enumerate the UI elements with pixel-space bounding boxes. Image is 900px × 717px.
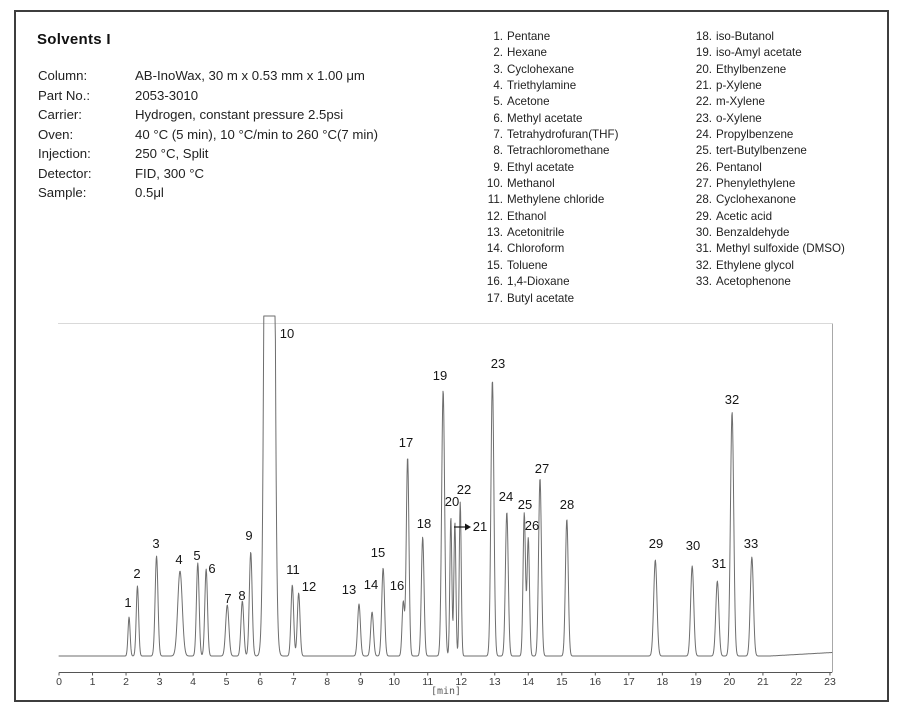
peak-label-9: 9 (245, 528, 253, 543)
peak-label-17: 17 (398, 435, 414, 450)
peak-name: Toluene (507, 258, 548, 272)
peak-label-24: 24 (498, 489, 514, 504)
peak-number: 26. (695, 160, 712, 174)
x-tick-label: 8 (324, 676, 331, 688)
condition-label: Oven: (38, 126, 74, 142)
x-tick-label: 3 (156, 676, 163, 688)
peak-name: Ethanol (507, 209, 547, 223)
peak-number: 6. (493, 111, 503, 125)
peak-label-4: 4 (175, 552, 183, 567)
peak-name: iso-Amyl acetate (716, 46, 802, 60)
peak-number: 13. (486, 226, 503, 240)
peak-number: 32. (695, 258, 712, 272)
x-tick-label: 1 (89, 676, 96, 688)
peak-name: Methanol (507, 177, 555, 191)
x-tick-label: 13 (488, 676, 501, 688)
peak-label-21: 21 (472, 519, 488, 534)
peak-number: 33. (695, 275, 712, 289)
condition-value: 250 °C, Split (135, 146, 209, 161)
peak-name: Acetone (507, 95, 550, 109)
peak-name: Chloroform (507, 242, 565, 256)
peak-name: Ethylene glycol (716, 258, 794, 272)
peak-number: 14. (486, 242, 503, 256)
peak-number: 9. (493, 160, 503, 174)
peak-name: Triethylamine (507, 79, 577, 93)
x-tick-label: 17 (622, 676, 635, 688)
peak-number: 12. (486, 209, 503, 223)
peak-number: 10. (486, 177, 503, 191)
peak-name: Pentane (507, 30, 551, 43)
x-tick-label: 9 (357, 676, 364, 688)
peak-label-26: 26 (524, 518, 540, 533)
page-title: Solvents I (37, 31, 111, 48)
peak-name: Butyl acetate (507, 291, 575, 305)
peak-name: Benzaldehyde (716, 226, 790, 240)
peak-number: 30. (695, 226, 712, 240)
peak-name: Phenylethylene (716, 177, 796, 191)
peak-name: tert-Butylbenzene (716, 144, 807, 158)
peak-label-5: 5 (193, 548, 201, 563)
peak-label-6: 6 (208, 561, 216, 576)
peak-label-23: 23 (490, 356, 506, 371)
peak-name: Tetrahydrofuran(THF) (507, 128, 619, 142)
peak-label-12: 12 (301, 579, 317, 594)
chromatogram-trace (59, 316, 832, 656)
x-tick-label: 2 (123, 676, 129, 688)
peak-number: 19. (695, 46, 712, 60)
peak-label-19: 19 (432, 368, 448, 383)
peak-number: 31. (695, 242, 712, 256)
peak-number: 7. (493, 128, 503, 142)
x-tick-label: 21 (757, 676, 769, 688)
x-tick-label: 6 (257, 676, 264, 688)
peak-name: 1,4-Dioxane (507, 275, 570, 289)
peak-name: Acetophenone (716, 275, 791, 289)
peak-label-1: 1 (124, 595, 132, 610)
peak-number: 15. (486, 258, 503, 272)
x-tick-label: 22 (790, 676, 803, 688)
peak-label-28: 28 (559, 497, 575, 512)
peak-label-30: 30 (685, 538, 701, 553)
peak-label-2: 2 (133, 566, 141, 581)
peak-name: p-Xylene (716, 79, 762, 93)
peak-label-11: 11 (286, 562, 300, 577)
x-tick-label: 11 (422, 676, 434, 688)
peak-label-8: 8 (238, 588, 246, 603)
peak-number: 28. (695, 193, 712, 207)
peak-21-arrowhead (465, 524, 471, 531)
x-tick-label: 19 (690, 676, 702, 688)
peak-name: Ethylbenzene (716, 62, 787, 76)
x-tick-label: 12 (455, 676, 468, 688)
peak-number: 21. (695, 79, 712, 93)
peak-name: Methylene chloride (507, 193, 605, 207)
peak-name: Tetrachloromethane (507, 144, 610, 158)
peak-number: 25. (695, 144, 712, 158)
peak-label-18: 18 (416, 516, 432, 531)
peak-label-20: 20 (444, 494, 460, 509)
peak-label-10: 10 (279, 326, 295, 341)
peak-number: 24. (695, 128, 712, 142)
condition-value: 40 °C (5 min), 10 °C/min to 260 °C(7 min) (135, 126, 379, 142)
peak-name: Methyl acetate (507, 111, 583, 125)
x-tick-label: 10 (388, 676, 401, 688)
peak-number: 16. (486, 275, 503, 289)
condition-label: Injection: (38, 146, 91, 161)
peak-name: Hexane (507, 46, 547, 60)
peak-name: m-Xylene (716, 95, 765, 109)
peak-number: 18. (695, 30, 712, 43)
x-tick-label: 0 (56, 676, 62, 688)
peak-name: Acetic acid (716, 209, 773, 223)
peak-number: 27. (695, 177, 712, 191)
x-tick-label: 15 (555, 676, 568, 688)
peak-name: Pentanol (716, 160, 762, 174)
condition-label: Detector: (38, 165, 92, 181)
peak-label-13: 13 (341, 582, 357, 597)
peak-label-7: 7 (224, 591, 232, 606)
x-tick-label: 23 (824, 676, 836, 688)
peak-number: 11. (487, 193, 503, 207)
peak-label-15: 15 (370, 545, 386, 560)
peak-number: 1. (493, 30, 503, 43)
peak-number: 5. (493, 95, 503, 109)
peak-number: 8. (493, 144, 503, 158)
peak-number: 4. (493, 79, 503, 93)
condition-value: Hydrogen, constant pressure 2.5psi (135, 107, 344, 122)
peak-label-32: 32 (724, 392, 740, 407)
peak-number: 23. (695, 111, 712, 125)
peak-label-25: 25 (517, 497, 533, 512)
peak-label-14: 14 (363, 577, 379, 592)
peak-label-29: 29 (648, 536, 664, 551)
condition-label: Column: (38, 68, 88, 83)
peak-name: o-Xylene (716, 111, 762, 125)
condition-value: AB-InoWax, 30 m x 0.53 mm x 1.00 μm (135, 68, 365, 83)
peak-label-22: 22 (456, 482, 472, 497)
condition-label: Part No.: (38, 87, 91, 103)
x-tick-label: 20 (723, 676, 736, 688)
peak-number: 29. (695, 209, 712, 223)
peak-number: 20. (695, 62, 712, 76)
condition-value: 2053-3010 (135, 87, 199, 103)
peak-name: Ethyl acetate (507, 160, 575, 174)
peak-label-27: 27 (534, 461, 550, 476)
x-tick-label: 7 (290, 676, 297, 688)
peak-label-33: 33 (743, 536, 759, 551)
peak-label-16: 16 (389, 578, 405, 593)
peak-name: Acetonitrile (507, 226, 565, 240)
x-tick-label: 4 (190, 676, 196, 688)
condition-label: Carrier: (38, 107, 82, 122)
condition-value: 0.5μl (135, 185, 164, 200)
x-tick-label: 14 (522, 676, 535, 688)
x-axis-unit-label: [min] (430, 686, 462, 697)
condition-value: FID, 300 °C (135, 165, 205, 181)
peak-name: Methyl sulfoxide (DMSO) (716, 242, 845, 256)
peak-name: iso-Butanol (716, 30, 775, 43)
peak-name: Propylbenzene (716, 128, 794, 142)
x-tick-label: 16 (589, 676, 602, 688)
condition-label: Sample: (38, 185, 87, 200)
peak-label-3: 3 (152, 536, 160, 551)
x-tick-label: 18 (656, 676, 669, 688)
peak-number: 2. (493, 46, 503, 60)
peak-label-31: 31 (711, 556, 727, 571)
x-tick-label: 5 (223, 676, 230, 688)
peak-number: 17. (486, 291, 503, 305)
peak-name: Cyclohexanone (716, 193, 796, 207)
peak-name: Cyclohexane (507, 62, 575, 76)
peak-number: 22. (695, 95, 712, 109)
peak-number: 3. (493, 62, 503, 76)
